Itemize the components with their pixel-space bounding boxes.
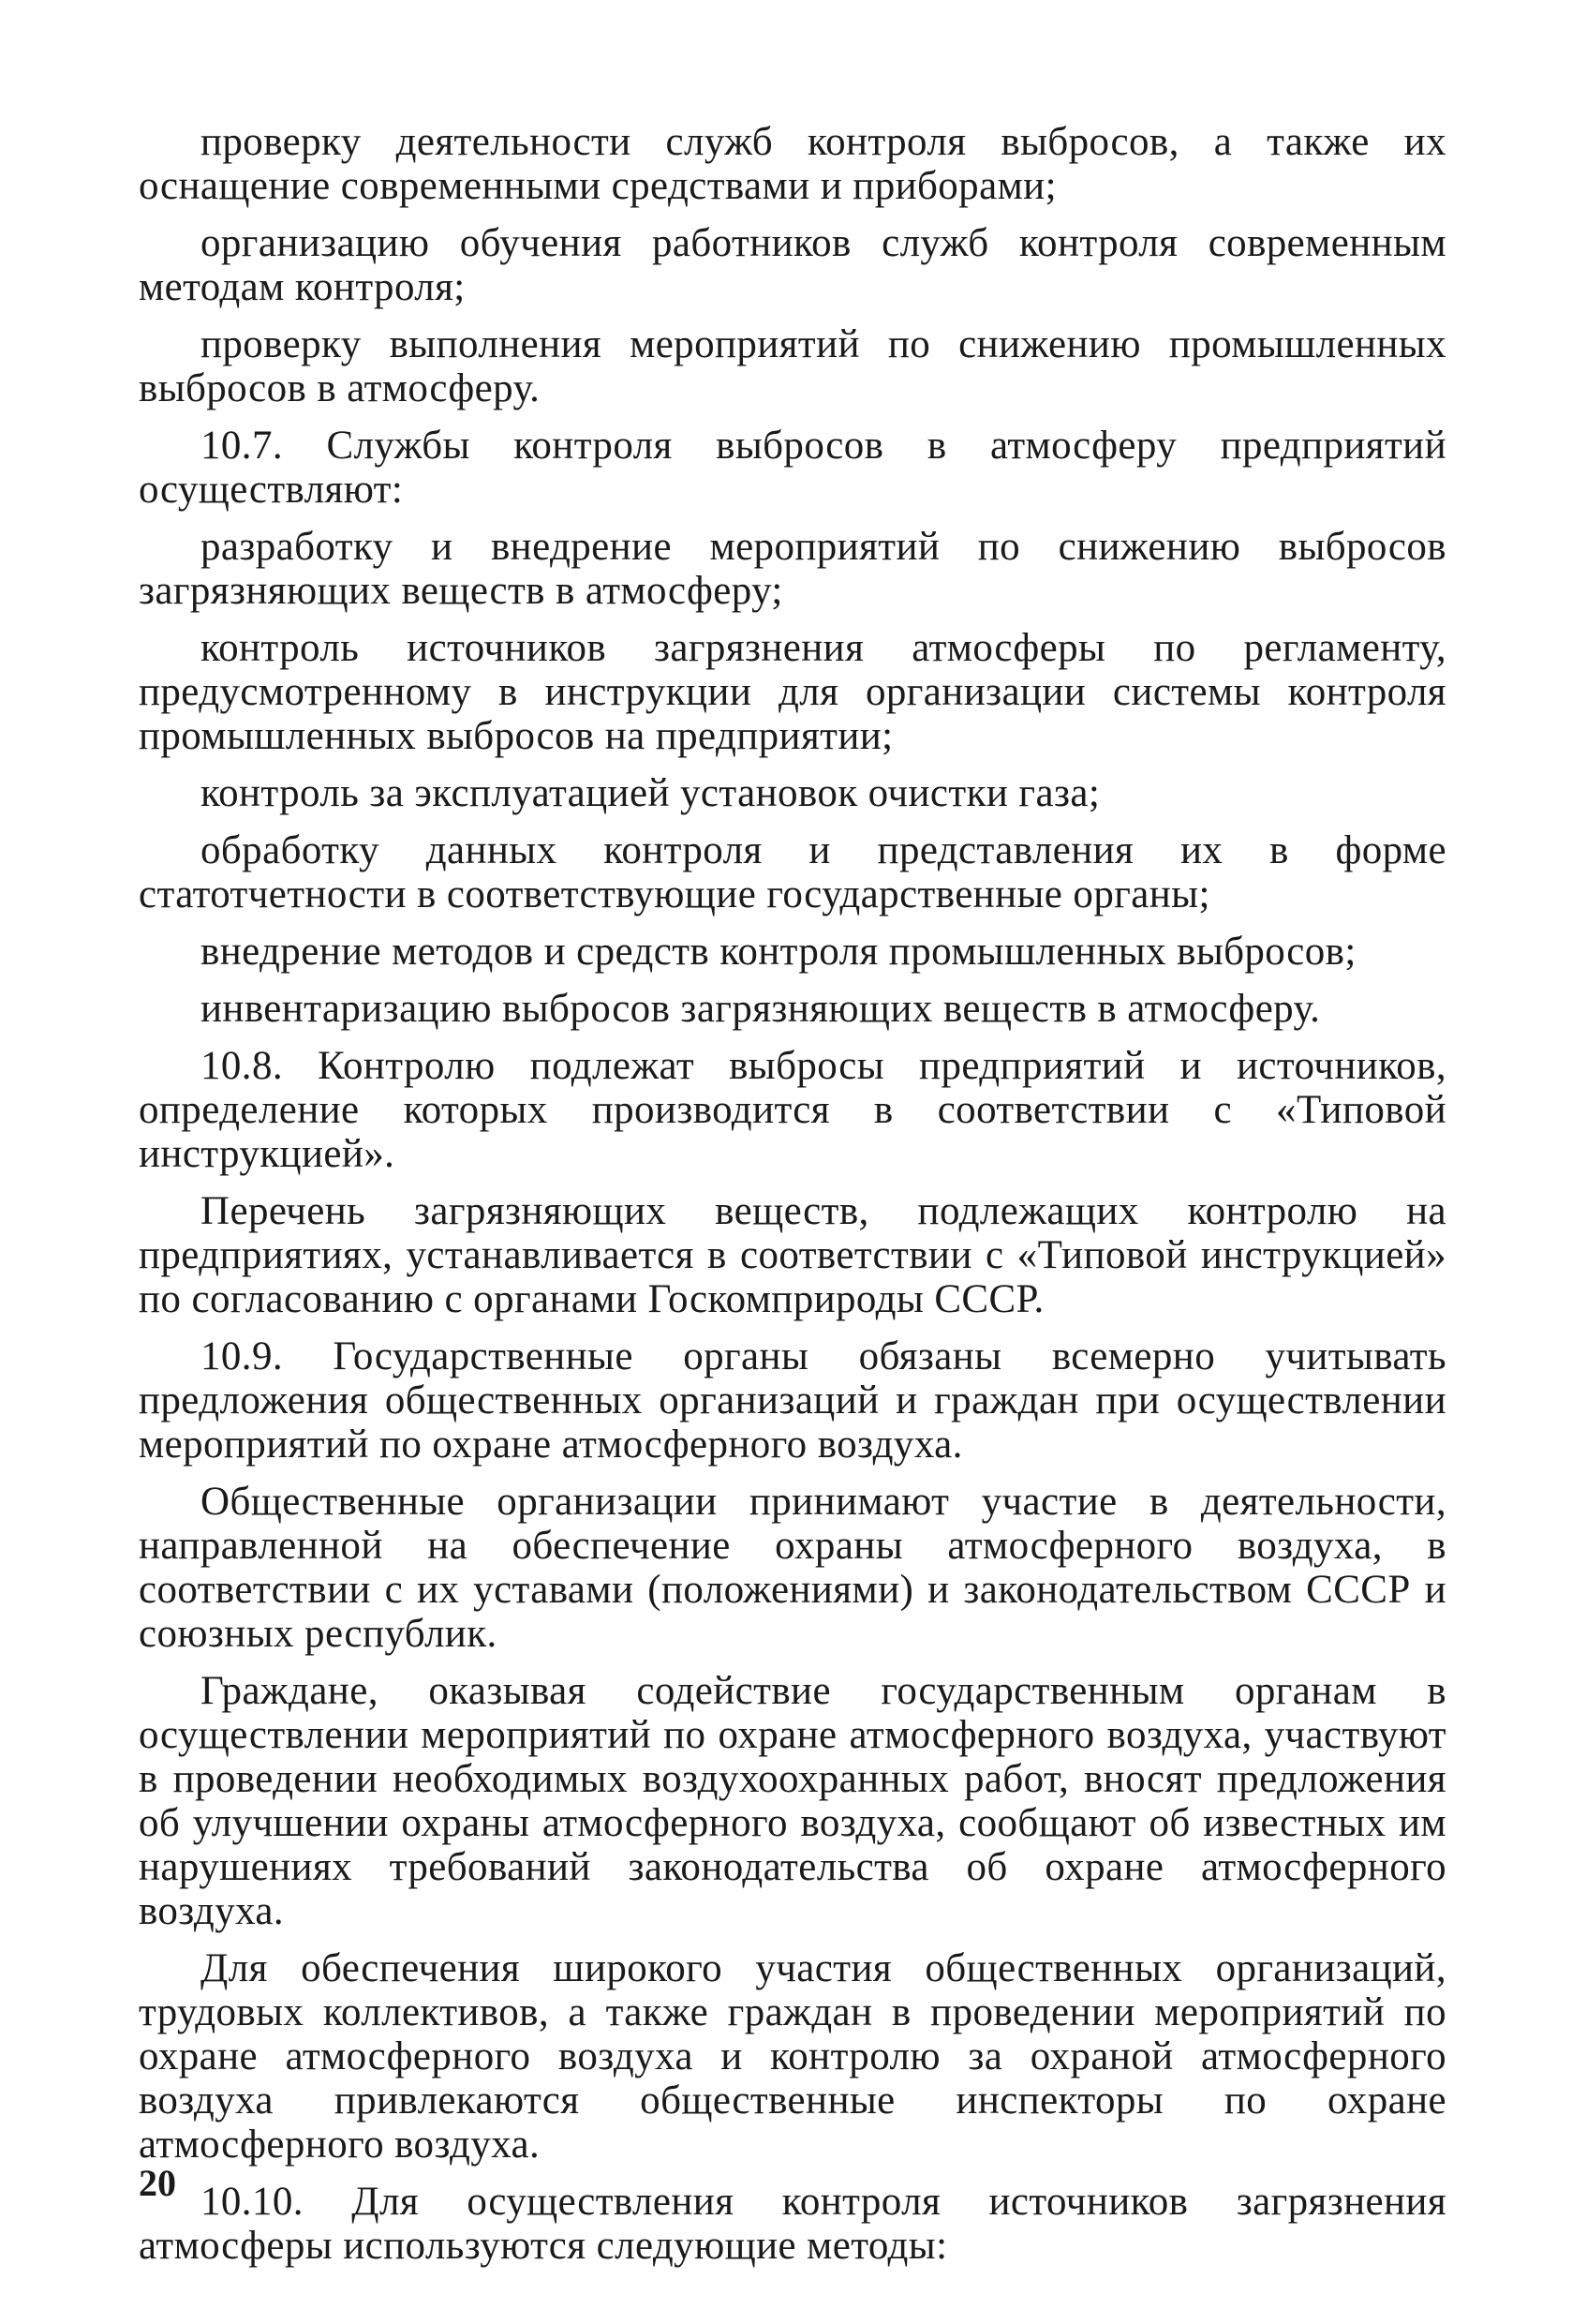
page-body [139, 120, 1446, 2281]
paragraph-staff-training: организацию обучения работников служб контроля современным методам контроля; [139, 221, 1446, 309]
paragraph-data-processing: обработку данных контроля и представления их в форме статотчетности в соответствующие государственные органы; [139, 828, 1446, 916]
paragraph-section-10-9: 10.9. Государственные органы обязаны всемерно учитывать предложения общественных организаций и граждан при осуществлении мероприятий по охране атмосферного воздуха. [139, 1334, 1446, 1467]
paragraph-public-organizations: Общественные организации принимают участие в деятельности, направленной на обеспечение охраны атмосферного воздуха, в соответствии с их уставами (положениями) и законодательством СССР и союзных республик. [139, 1480, 1446, 1656]
paragraph-section-10-7: 10.7. Службы контроля выбросов в атмосферу предприятий осуществляют: [139, 424, 1446, 512]
paragraph-gas-cleaning-control: контроль за эксплуатацией установок очистки газа; [200, 771, 1101, 815]
paragraph-pollutant-list: Перечень загрязняющих веществ, подлежащих контролю на предприятиях, устанавливается в соответствии с «Типовой инструкцией» по согласованию с органами Госкомприроды СССР. [139, 1189, 1446, 1321]
paragraph-source-control: контроль источников загрязнения атмосферы по регламенту, предусмотренному в инструкции для организации системы контроля промышленных выбросов на предприятии; [139, 626, 1446, 758]
paragraph-service-inspection: проверку деятельности служб контроля выбросов, а также их оснащение современными средствами и приборами; [139, 120, 1446, 208]
paragraph-inventory: инвентаризацию выбросов загрязняющих веществ в атмосферу. [200, 987, 1321, 1031]
paragraph-measures-development: разработку и внедрение мероприятий по снижению выбросов загрязняющих веществ в атмосферу; [139, 525, 1446, 613]
paragraph-citizens: Граждане, оказывая содействие государственным органам в осуществлении мероприятий по охране атмосферного воздуха, участвуют в проведении необходимых воздухоохранных работ, вносят предложения об улучшении охраны атмосферного воздуха, сообщают об известных им нарушениях требований законодательства об охране атмосферного воздуха. [139, 1669, 1446, 1933]
paragraph-section-10-10: 10.10. Для осуществления контроля источников загрязнения атмосферы используются следующие методы: [139, 2180, 1446, 2268]
page-number: 20 [139, 2162, 176, 2204]
paragraph-section-10-8: 10.8. Контролю подлежат выбросы предприятий и источников, определение которых производится в соответствии с «Типовой инструкцией». [139, 1044, 1446, 1176]
paragraph-measures-verification: проверку выполнения мероприятий по снижению промышленных выбросов в атмосферу. [139, 322, 1446, 410]
paragraph-public-inspectors: Для обеспечения широкого участия общественных организаций, трудовых коллективов, а также граждан в проведении мероприятий по охране атмосферного воздуха и контролю за охраной атмосферного воздуха привлекаются общественные инспекторы по охране атмосферного воздуха. [139, 1946, 1446, 2167]
paragraph-methods-introduction: внедрение методов и средств контроля промышленных выбросов; [200, 930, 1357, 974]
